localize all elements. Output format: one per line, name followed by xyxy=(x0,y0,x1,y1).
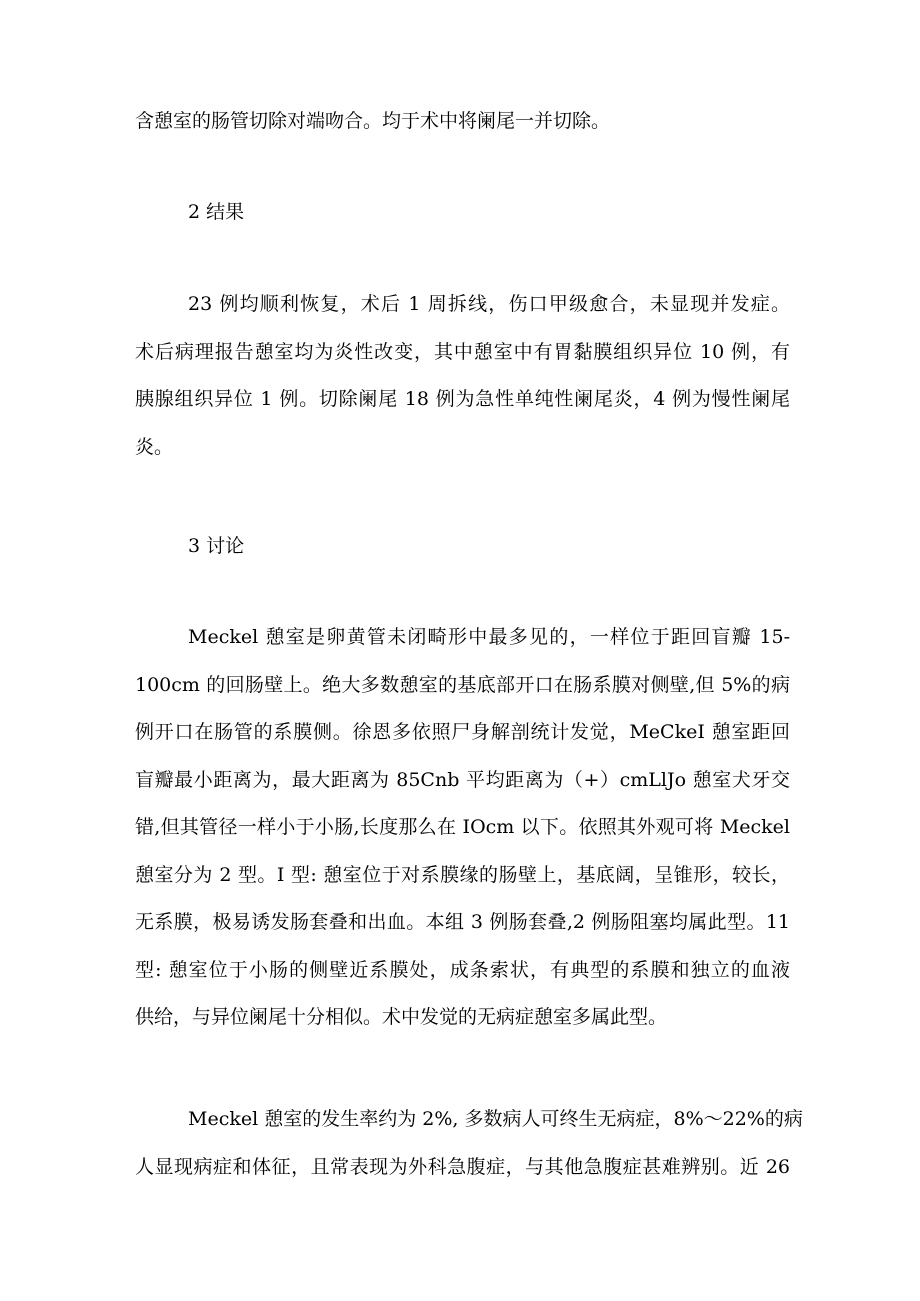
paragraph-continuation xyxy=(135,98,790,146)
paragraph-line: 型: 憩室位于小肠的侧壁近系膜处，成条索状，有典型的系膜和独立的血液 xyxy=(135,958,790,981)
paragraph-line: Meckel 憩室是卵黄管未闭畸形中最多见的，一样位于距回盲瓣 15- xyxy=(188,626,790,648)
paragraph-discussion-2 xyxy=(135,1096,803,1191)
paragraph-line: 炎。 xyxy=(135,435,174,458)
section-heading-results xyxy=(135,189,790,237)
paragraph-line: 供给，与异位阑尾十分相似。术中发觉的无病症憩室多属此型。 xyxy=(135,1006,668,1028)
paragraph-line: 含憩室的肠管切除对端吻合。均于术中将阑尾一并切除。 xyxy=(135,110,611,132)
paragraph-line: 23 例均顺利恢复，术后 1 周拆线，伤口甲级愈合，未显现并发症。 xyxy=(188,293,790,315)
heading-text: 2 结果 xyxy=(188,201,245,223)
paragraph-line: 人显现病症和体征，且常表现为外科急腹症，与其他急腹症甚难辨别。近 26 xyxy=(135,1155,790,1178)
paragraph-line: 憩室分为 2 型。I 型: 憩室位于对系膜缘的肠壁上，基底阔，呈锥形，较长， xyxy=(135,863,790,886)
paragraph-line: 术后病理报告憩室均为炎性改变，其中憩室中有胃黏膜组织异位 10 例，有 xyxy=(135,340,790,363)
paragraph-line: 100cm 的回肠壁上。绝大多数憩室的基底部开口在肠系膜对侧壁,但 5%的病 xyxy=(135,673,790,696)
paragraph-line: 例开口在肠管的系膜侧。徐恩多依照尸身解剖统计发觉，MeCkeI 憩室距回 xyxy=(135,721,790,743)
paragraph-line: 错,但其管径一样小于小肠,长度那么在 IOcm 以下。依照其外观可将 Meckel xyxy=(135,816,790,838)
paragraph-line: 胰腺组织异位 1 例。切除阑尾 18 例为急性单纯性阑尾炎，4 例为慢性阑尾 xyxy=(135,388,790,410)
heading-text: 3 讨论 xyxy=(188,535,245,557)
document-body xyxy=(135,98,803,1191)
paragraph-results xyxy=(135,281,790,471)
paragraph-line: 盲瓣最小距离为，最大距离为 85Cnb 平均距离为（+）cmLlJo 憩室犬牙交 xyxy=(135,768,790,791)
paragraph-discussion-1 xyxy=(135,614,790,1042)
paragraph-line: Meckel 憩室的发生率约为 2%, 多数病人可终生无病症，8%～22%的病 xyxy=(188,1108,803,1130)
section-heading-discussion xyxy=(135,523,790,571)
paragraph-line: 无系膜，极易诱发肠套叠和出血。本组 3 例肠套叠,2 例肠阻塞均属此型。11 xyxy=(135,911,790,933)
